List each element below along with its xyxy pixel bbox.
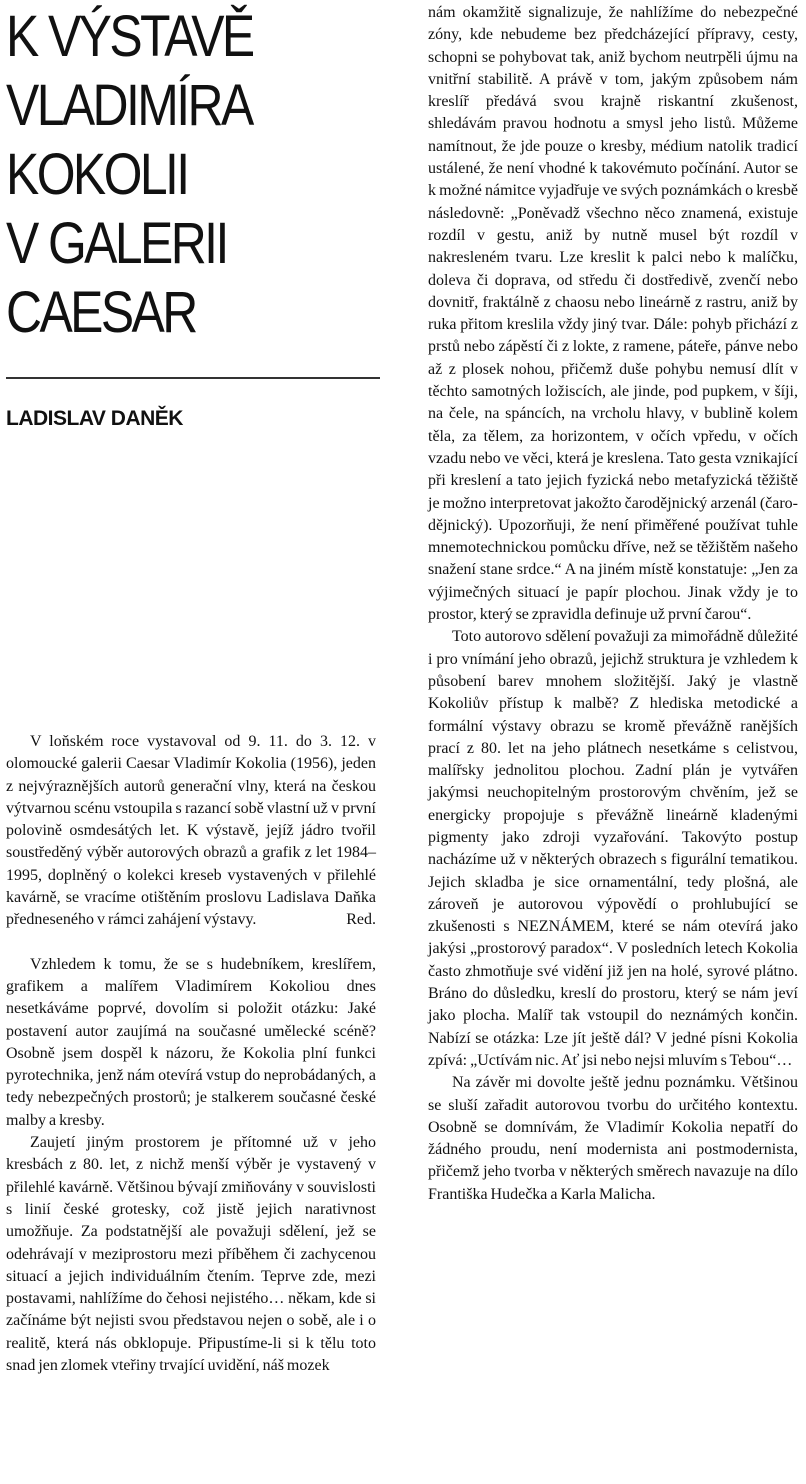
intro-signature: Red. — [346, 911, 376, 929]
editorial-intro — [6, 731, 376, 932]
title-line: K VÝSTAVĚ — [6, 4, 253, 69]
right-column — [428, 2, 798, 1206]
title-line: KOKOLII — [6, 142, 188, 207]
body-paragraph: Zaujetí jiným prostorem je přítomné už v jeho kresbách z 80. let, z nichž menší výběr je vystavený v přilehlé kavárně. Většinou bývají zmiňovány v souvislosti s linií české grotesky, což jistě jejich narativnost umožňuje. Za podstatnější ale považuji sdělení, jež se odehrávají v meziprostoru mezi příběhem či zachycenou situací a jejich individuálním čtením. Teprve zde, mezi postavami, nahlížíme do čehosi nejistého… někam, kde si začínáme být nejisti svou představou nejen o sobě, ale i o realitě, která nás obklopuje. Připustíme-li si k tělu toto snad jen zlomek vteřiny trvající uvidění, náš mozek — [6, 1134, 376, 1375]
body-paragraph: Vzhledem k tomu, že se s hudebníkem, kreslířem, grafikem a malířem Vladimírem Kokoliou dnes nesetkáváme poprvé, dovolím si položit otázku: Jaké postavení autor zaujímá na současné umělecké scéně? Osobně jsem dospěl k názoru, že Kokolia plní funkci pyrotechnika, jenž nám otevírá vstup do neprobádaných, a tedy nebezpečných prostorů; je stalkerem současné české malby a kresby. — [6, 955, 376, 1129]
article-title — [6, 2, 333, 347]
title-line: CAESAR — [6, 280, 196, 345]
title-line: V GALERII — [6, 211, 227, 276]
author-name: LADISLAV DANĚK — [6, 407, 183, 430]
intro-text: V loňském roce vystavoval od 9. 11. do 3. 12. v olomoucké galerii Caesar Vladimír Kokolia (1956), jeden z nejvýraznějších autorů generační vlny, která na českou výtvarnou scénu vstoupila s razancí sobě vlastní už v první polovině osmdesátých let. K výstavě, jejíž jádro tvořil soustředěný výběr autorových obrazů a grafik z let 1984–1995, doplněný o kolekci kreseb vystavených v přilehlé kavárně, se vracíme otištěním proslovu Ladislava Daňka předneseného v rámci zahájení výstavy. — [6, 733, 376, 929]
body-paragraph-continued: nám okamžitě signalizuje, že nahlížíme do nebezpečné zóny, kde nebudeme bez předcházející přípravy, cesty, schopni se pohybovat tak, aniž bychom neutrpěli újmu na vnitřní stabilitě. A právě v tom, jakým způsobem nám kreslíř předává svou krajně riskantní zkušenost, shledávám pravou hodnotu a smysl jeho listů. Můžeme namítnout, že jde pouze o kresby, médium natolik tradicí ustálené, že není vhodné k takovémuto počínání. Autor se k možné námitce vyjadřuje ve svých poznámkách o kresbě následovně: „Poněvadž všechno něco znamená, existuje rozdíl v gestu, aniž by nutně musel být rozdíl v nakresleném tvaru. Lze kreslit k palci nebo k malíčku, doleva či doprava, od středu či dostředivě, zvenčí nebo dovnitř, fraktálně z chaosu nebo lineárně z rastru, aniž by ruka přitom kreslila vždy jiný tvar. Dále: pohyb přichází z prstů nebo zápěstí či z lokte, z ramene, páteře, pánve nebo až z plosek nohou, přičemž duše pohybu nemusí dlít v těchto samotných ložiscích, ale jinde, pod pupkem, v šíji, na čele, na spáncích, na vrcholu hlavy, v bublině kolem těla, za tělem, za horizontem, v očích vpředu, v očích vzadu nebo ve věci, která je kreslena. Tato gesta vznikající při kreslení a tato jejich fyzická nebo metafyzická těžiště je možno interpretovat jakožto čarodějnický arzenál (čaro-dějnický). Upozorňuji, že není přiměřené používat tuhle mnemotechnickou pomůcku dříve, než se těžištěm našeho snažení stane srdce.“ A na jiném místě konstatuje: „Jen za výjimečných situací je papír plochou. Jinak vždy je to prostor, který se zpravidla definuje už první čarou“. — [428, 4, 798, 624]
title-divider — [6, 377, 380, 379]
body-paragraph: Na závěr mi dovolte ještě jednu poznámku. Většinou se sluší zařadit autorovou tvorbu do určitého kontextu. Osobně se domnívám, že Vladimír Kokolia nepatří do žádného proudu, není modernista ani postmodernista, přičemž jeho tvorba v některých směrech navazuje na dílo Františka Hudečka a Karla Malicha. — [428, 1074, 798, 1203]
left-column — [6, 731, 376, 1377]
body-paragraph: Toto autorovo sdělení považuji za mimořádně důležité i pro vnímání jeho obrazů, jejichž struktura je vzhledem k působení barev mnohem složitější. Jaký je vlastně Kokoliův přístup k malbě? Z hlediska metodické a formální výstavy obrazu se kromě převážně ranějších prací z 80. let na jeho plátnech nesetkáme s celistvou, malířsky jednolitou plochou. Zadní plán je vytvářen jakýmsi neuchopitelným prostorovým chvěním, jež se energicky propojuje s převážně lineárně kladenými pigmenty jako zdroji vyzařování. Takovýto postup nacházíme už v některých obrazech s figurální tematikou. Jejich skladba je sice ornamentální, tedy plošná, ale zároveň je autorovou výpovědí o prohlubující se zkušenosti s NEZNÁMEM, které se nám otevírá jako jakýsi „prostorový paradox“. V posledních letech Kokolia často zhmotňuje své vidění již jen na holé, syrové plátno. Bráno do důsledku, kreslí do prostoru, který se nám jeví jako plocha. Malíř tak vstoupil do neznámých končin. Nabízí se otázka: Lze jít ještě dál? V jedné písni Kokolia zpívá: „Uctívám nic. Ať jsi nebo nejsi mluvím s Tebou“… — [428, 628, 798, 1069]
title-line: VLADIMÍRA — [6, 73, 252, 138]
